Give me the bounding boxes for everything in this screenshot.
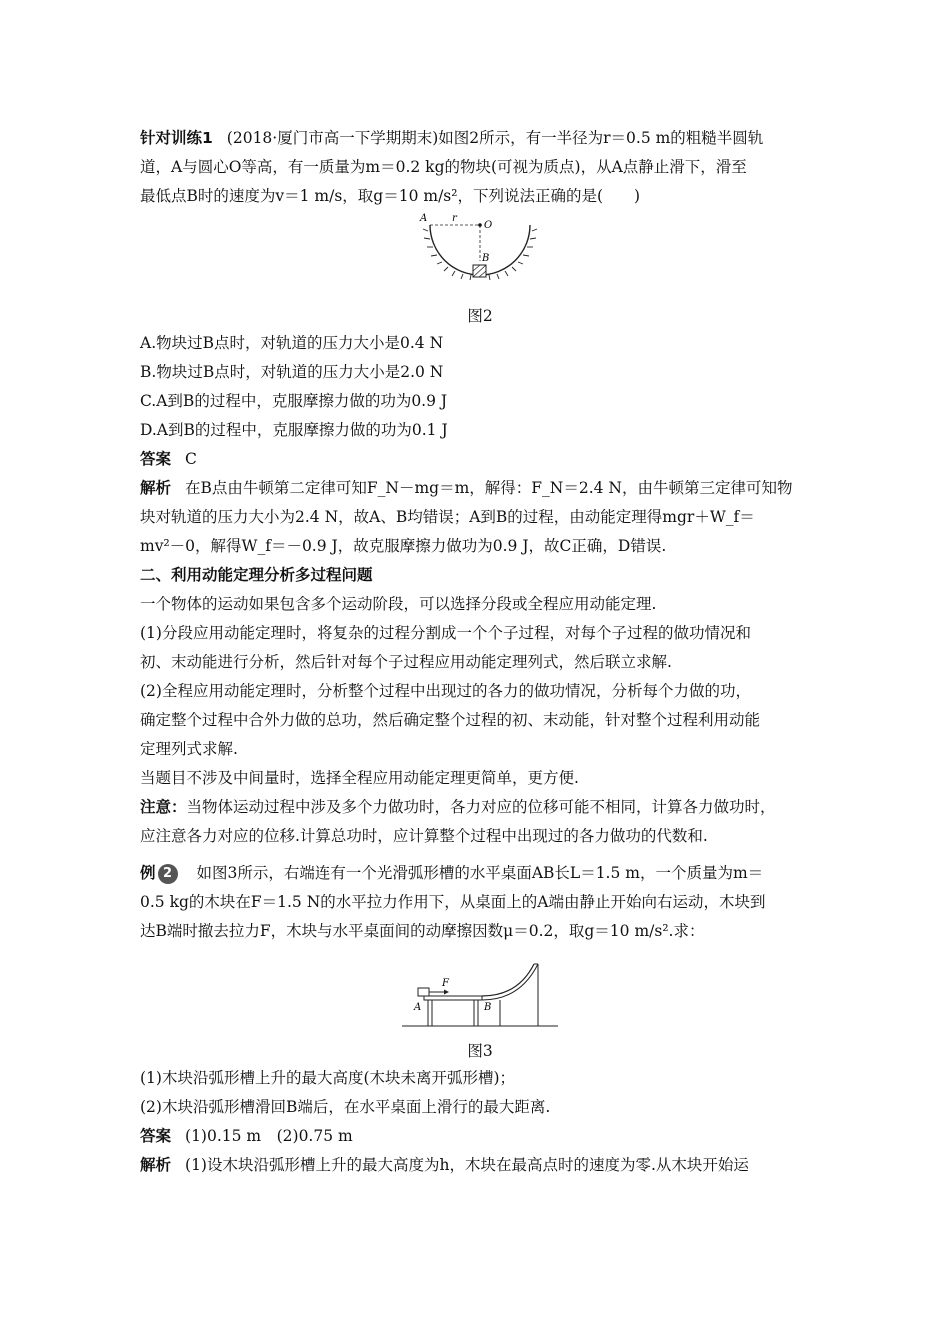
label-B: B: [484, 1002, 492, 1013]
section-2-para-5: 确定整个过程中合外力做的总功，然后确定整个过程的初、末动能，针对整个过程利用动能: [140, 711, 761, 729]
option-c: C.A到B的过程中，克服摩擦力做的功为0.9 J: [140, 392, 448, 410]
table-with-arc-trough-diagram: [400, 952, 560, 1032]
answer-label: 答案: [140, 450, 172, 468]
answer-1: 答案 C: [140, 450, 197, 468]
section-2-para-6: 定理列式求解.: [140, 740, 238, 758]
training-line-2: 道，A与圆心O等高，有一质量为m＝0.2 kg的物块(可视为质点)，从A点静止滑下，滑至: [140, 158, 747, 176]
example-number-badge: 2: [158, 864, 178, 884]
analysis-1-line-2: 块对轨道的压力大小为2.4 N，故A、B均错误；A到B的过程，由动能定理得mgr＋W_f＝: [140, 508, 755, 526]
training-line-3: 最低点B时的速度为v＝1 m/s，取g＝10 m/s²，下列说法正确的是( ): [140, 187, 641, 205]
section-2-para-4: (2)全程应用动能定理时，分析整个过程中出现过的各力的做功情况，分析每个力做的功，: [140, 682, 751, 700]
analysis-label: 解析: [140, 479, 172, 497]
example-2-line-2: 0.5 kg的木块在F＝1.5 N的水平拉力作用下，从桌面上的A端由静止开始向右运动，木块到: [140, 893, 766, 911]
example-2-line-1: 例 2 如图3所示，右端连有一个光滑弧形槽的水平桌面AB长L＝1.5 m，一个质量为m＝: [140, 864, 764, 882]
training-line-1: 针对训练1 (2018·厦门市高一下学期期末)如图2所示，有一半径为r＝0.5 m的粗糙半圆轨: [140, 129, 764, 147]
section-2-para-2: (1)分段应用动能定理时，将复杂的过程分割成一个个子过程，对每个子过程的做功情况和: [140, 624, 751, 642]
section-2-para-1: 一个物体的运动如果包含多个运动阶段，可以选择分段或全程应用动能定理.: [140, 595, 657, 613]
answer-label: 答案: [140, 1127, 172, 1145]
option-d: D.A到B的过程中，克服摩擦力做的功为0.1 J: [140, 421, 448, 439]
analysis-1-line-3: mv²－0，解得W_f＝－0.9 J，故克服摩擦力做功为0.9 J，故C正确，D错误.: [140, 537, 667, 555]
label-A: A: [414, 1002, 422, 1013]
note-line-1: 注意：当物体运动过程中涉及多个力做功时，各力对应的位移可能不相同，计算各力做功时，: [140, 798, 776, 816]
label-A: A: [420, 213, 428, 224]
figure-2: [140, 211, 820, 303]
semicircle-track-diagram: [410, 211, 550, 303]
option-b: B.物块过B点时，对轨道的压力大小是2.0 N: [140, 363, 444, 381]
figure-3: [140, 952, 820, 1038]
figure-2-caption: 图2: [467, 307, 493, 325]
answer-2: 答案 (1)0.15 m (2)0.75 m: [140, 1127, 353, 1145]
section-2-para-3: 初、末动能进行分析，然后针对每个子过程应用动能定理列式，然后联立求解.: [140, 653, 672, 671]
question-2: (2)木块沿弧形槽滑回B端后，在水平桌面上滑行的最大距离.: [140, 1098, 551, 1116]
section-2-para-7: 当题目不涉及中间量时，选择全程应用动能定理更简单，更方便.: [140, 769, 579, 787]
note-label: 注意：: [140, 798, 187, 816]
note-line-2: 应注意各力对应的位移.计算总功时，应计算整个过程中出现过的各力做功的代数和.: [140, 827, 708, 845]
label-B: B: [482, 253, 490, 264]
training-label: 针对训练1: [140, 129, 213, 147]
label-r: r: [452, 213, 457, 224]
label-F: F: [442, 978, 449, 989]
example-label: 例: [140, 864, 156, 882]
analysis-1-line-1: 解析 在B点由牛顿第二定律可知F_N－mg＝m，解得：F_N＝2.4 N，由牛顿第三定律可知物: [140, 479, 793, 497]
example-2-line-3: 达B端时撤去拉力F，木块与水平桌面间的动摩擦因数μ＝0.2，取g＝10 m/s².求：: [140, 922, 705, 940]
figure-3-caption: 图3: [467, 1042, 493, 1060]
analysis-2-line-1: 解析 (1)设木块沿弧形槽上升的最大高度为h，木块在最高点时的速度为零.从木块开始运: [140, 1156, 749, 1174]
question-1: (1)木块沿弧形槽上升的最大高度(木块未离开弧形槽)；: [140, 1069, 516, 1087]
section-2-heading: 二、利用动能定理分析多过程问题: [140, 566, 373, 584]
document-page: [140, 124, 820, 1180]
option-a: A.物块过B点时，对轨道的压力大小是0.4 N: [140, 334, 444, 352]
label-O: O: [484, 220, 493, 231]
analysis-label: 解析: [140, 1156, 172, 1174]
